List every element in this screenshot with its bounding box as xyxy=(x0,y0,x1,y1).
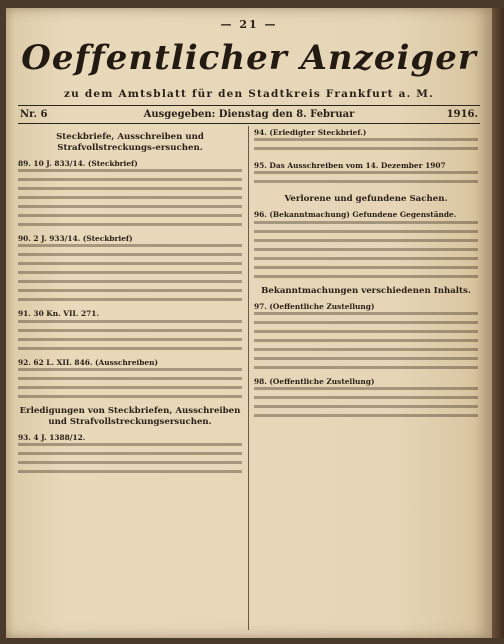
notice-body-illegible xyxy=(18,368,242,401)
issue-date: Ausgegeben: Dienstag den 8. Februar xyxy=(143,109,355,120)
notice-entry xyxy=(18,309,242,352)
notice-entry xyxy=(254,377,478,420)
book-binding xyxy=(492,8,504,638)
masthead-rule-top xyxy=(18,105,480,106)
notice-body-illegible xyxy=(18,169,242,229)
notice-body-illegible xyxy=(254,221,478,281)
notice-body-illegible xyxy=(18,244,242,304)
notice-heading: 93. 4 J. 1388/12. xyxy=(18,432,86,442)
notice-heading: 89. 10 J. 833/14. (Steckbrief) xyxy=(18,159,138,168)
section-heading-found-items: Verlorene und gefundene Sachen. xyxy=(284,194,448,205)
notice-body-illegible xyxy=(254,312,478,372)
notice-entry xyxy=(254,302,478,372)
notice-entry xyxy=(254,128,478,156)
notice-entry xyxy=(18,433,242,476)
notice-heading: 92. 62 L. XII. 846. (Ausschreiben) xyxy=(18,357,158,367)
notice-entry xyxy=(254,210,478,280)
notice-entry xyxy=(254,161,478,189)
notice-entry xyxy=(18,159,242,229)
newspaper-page xyxy=(6,8,492,638)
notice-body-illegible xyxy=(18,320,242,353)
notice-heading: 94. (Erledigter Steckbrief.) xyxy=(254,128,367,137)
notice-heading: 97. (Oeffentliche Zustellung) xyxy=(254,301,375,311)
section-heading-notices: Bekanntmachungen verschiedenen Inhalts. xyxy=(261,285,471,296)
right-column xyxy=(254,128,478,628)
notice-heading: 95. Das Ausschreiben vom 14. Dezember 1907 xyxy=(254,161,446,171)
notice-heading: 98. (Oeffentliche Zustellung) xyxy=(254,376,375,386)
masthead-title: Oeffentlicher Anzeiger xyxy=(21,38,477,78)
issue-number: Nr. 6 xyxy=(20,109,48,120)
notice-body-illegible xyxy=(254,171,478,189)
column-divider xyxy=(248,126,249,630)
notice-heading: 91. 30 Kn. VII. 271. xyxy=(18,309,100,319)
masthead-subtitle: zu dem Amtsblatt für den Stadtkreis Frankfurt a. M. xyxy=(64,88,434,100)
notice-body-illegible xyxy=(254,387,478,420)
page-number: — 21 — xyxy=(220,18,278,31)
masthead-rule-bottom xyxy=(18,123,480,124)
notice-heading: 96. (Bekanntmachung) Gefundene Gegenstände. xyxy=(254,210,457,220)
notice-heading: 90. 2 J. 933/14. (Steckbrief) xyxy=(18,234,133,244)
section-heading-warrants: Steckbriefe, Ausschreiben und Strafvollstreckungs-ersuchen. xyxy=(56,132,204,153)
notice-entry xyxy=(18,234,242,304)
issue-year: 1916. xyxy=(446,109,478,120)
left-column xyxy=(18,128,242,628)
section-heading-cancellations: Erledigungen von Steckbriefen, Ausschreiben und Strafvollstreckungsersuchen. xyxy=(19,405,241,427)
notice-entry xyxy=(18,358,242,401)
notice-body-illegible xyxy=(254,138,478,156)
notice-body-illegible xyxy=(18,443,242,476)
